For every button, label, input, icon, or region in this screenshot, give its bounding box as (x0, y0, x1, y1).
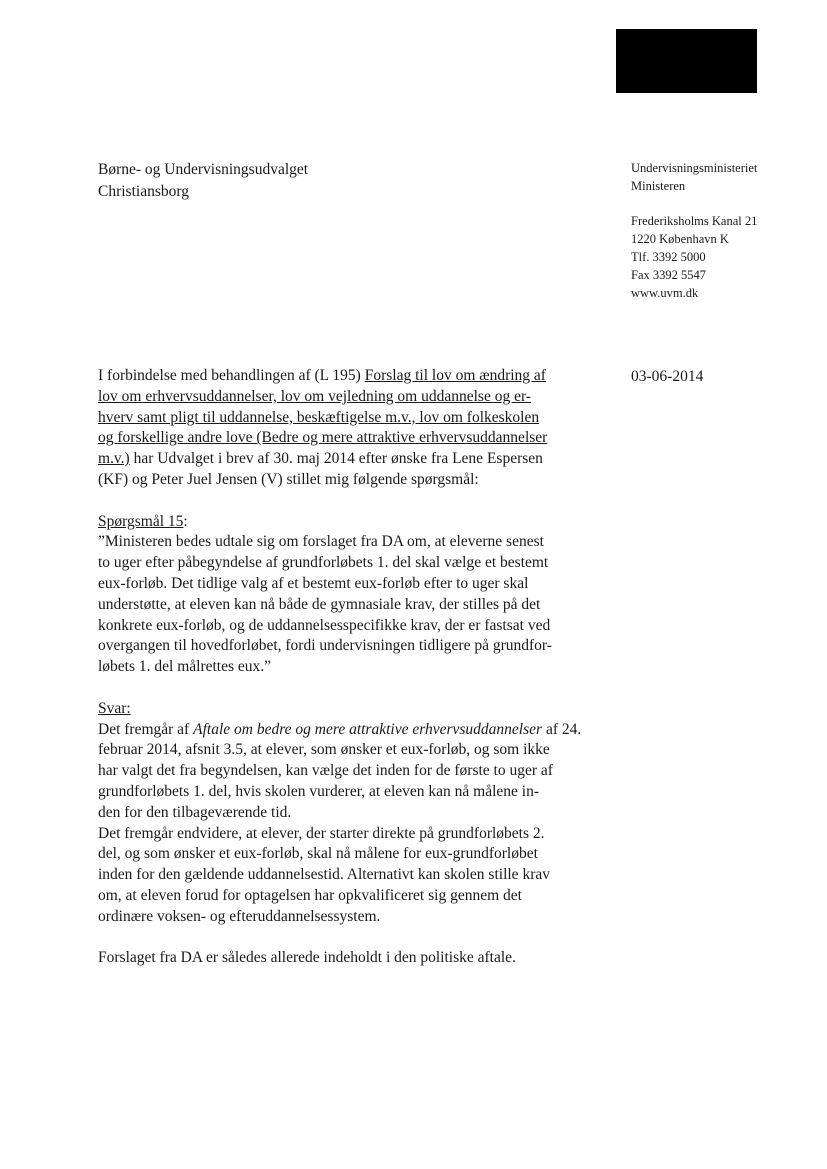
question-line: overgangen til hovedforløbet, fordi undervisningen tidligere på grundfor- (98, 637, 552, 655)
answer-heading: Svar: (98, 699, 131, 717)
sender-street: Frederiksholms Kanal 21 (631, 214, 758, 228)
sender-org: Undervisningsministeriet (631, 161, 758, 175)
answer-line (98, 720, 582, 741)
question-line: understøtte, at eleven kan nå både de gymnasiale krav, der stilles på det (98, 595, 541, 613)
answer-line: Det fremgår endvidere, at elever, der starter direkte på grundforløbets 2. (98, 824, 545, 842)
question-line: eux-forløb. Det tidlige valg af et bestemt eux-forløb efter to uger skal (98, 574, 529, 592)
intro-line (98, 408, 578, 429)
question-heading-label: Spørgsmål 15 (98, 512, 184, 530)
answer-line: ordinære voksen- og efteruddannelsessystem. (98, 907, 381, 925)
bill-title-link[interactable]: lov om erhvervsuddannelser, lov om vejledning om uddannelse og er- (98, 387, 531, 405)
sender-address (631, 159, 757, 302)
question-line: løbets 1. del målrettes eux.” (98, 658, 272, 676)
paragraph-gap (98, 491, 578, 512)
closing-statement: Forslaget fra DA er således allerede indeholdt i den politiske aftale. (98, 949, 516, 967)
recipient-line-1: Børne- og Undervisningsudvalget (98, 161, 309, 178)
question-line: konkrete eux-forløb, og de uddannelsesspecifikke krav, der er fastsat ved (98, 616, 551, 634)
answer-line: februar 2014, afsnit 3.5, at elever, som ønsker et eux-forløb, og som ikke (98, 741, 550, 759)
sender-fax: Fax 3392 5547 (631, 268, 706, 282)
question-line: to uger efter påbegyndelse af grundforløbets 1. del skal vælge et bestemt (98, 554, 549, 572)
answer-line: del, og som ønsker et eux-forløb, skal nå målene for eux-grundforløbet (98, 845, 538, 863)
question-heading (98, 512, 578, 533)
sender-phone: Tlf. 3392 5000 (631, 250, 706, 264)
redacted-logo-block (616, 29, 757, 93)
answer-line: den for den tilbageværende tid. (98, 803, 292, 821)
intro-text: har Udvalget i brev af 30. maj 2014 efter ønske fra Lene Espersen (129, 450, 543, 468)
intro-text: I forbindelse med behandlingen af (L 195) (98, 367, 365, 384)
answer-line: om, at eleven forud for optagelsen har opkvalificeret sig gennem det (98, 886, 522, 904)
paragraph-gap (98, 678, 578, 699)
sender-city: 1220 København K (631, 232, 729, 246)
question-heading-colon: : (183, 512, 188, 530)
intro-line (98, 366, 578, 387)
paragraph-gap (98, 928, 578, 949)
bill-title-link[interactable]: Forslag til lov om ændring af (364, 367, 546, 384)
intro-line (98, 387, 578, 408)
bill-title-link[interactable]: hverv samt pligt til uddannelse, beskæftigelse m.v., lov om folkeskolen (98, 408, 540, 426)
recipient-line-2: Christiansborg (98, 183, 189, 200)
sender-spacer (631, 195, 757, 212)
letter-body (98, 366, 582, 969)
answer-line: grundforløbets 1. del, hvis skolen vurderer, at eleven kan nå målene in- (98, 782, 539, 800)
bill-title-link[interactable]: og forskellige andre love (Bedre og mere attraktive erhvervsuddannelser (98, 429, 548, 447)
answer-line: har valgt det fra begyndelsen, kan vælge det inden for de første to uger af (98, 762, 553, 780)
bill-title-link[interactable]: m.v.) (98, 450, 130, 468)
agreement-title: Aftale om bedre og mere attraktive erhvervsuddannelser (193, 720, 543, 738)
intro-line (98, 449, 578, 470)
question-line: ”Ministeren bedes udtale sig om forslaget fra DA om, at eleverne senest (98, 533, 544, 551)
intro-line (98, 428, 578, 449)
recipient-address (98, 159, 308, 203)
sender-website: www.uvm.dk (631, 286, 699, 300)
answer-line: inden for den gældende uddannelsestid. Alternativt kan skolen stille krav (98, 866, 550, 884)
answer-text: af 24. (542, 720, 582, 738)
letter-date: 03-06-2014 (631, 368, 704, 385)
sender-office: Ministeren (631, 179, 686, 193)
answer-text: Det fremgår af (98, 720, 194, 738)
intro-line: (KF) og Peter Juel Jensen (V) stillet mig følgende spørgsmål: (98, 470, 479, 488)
